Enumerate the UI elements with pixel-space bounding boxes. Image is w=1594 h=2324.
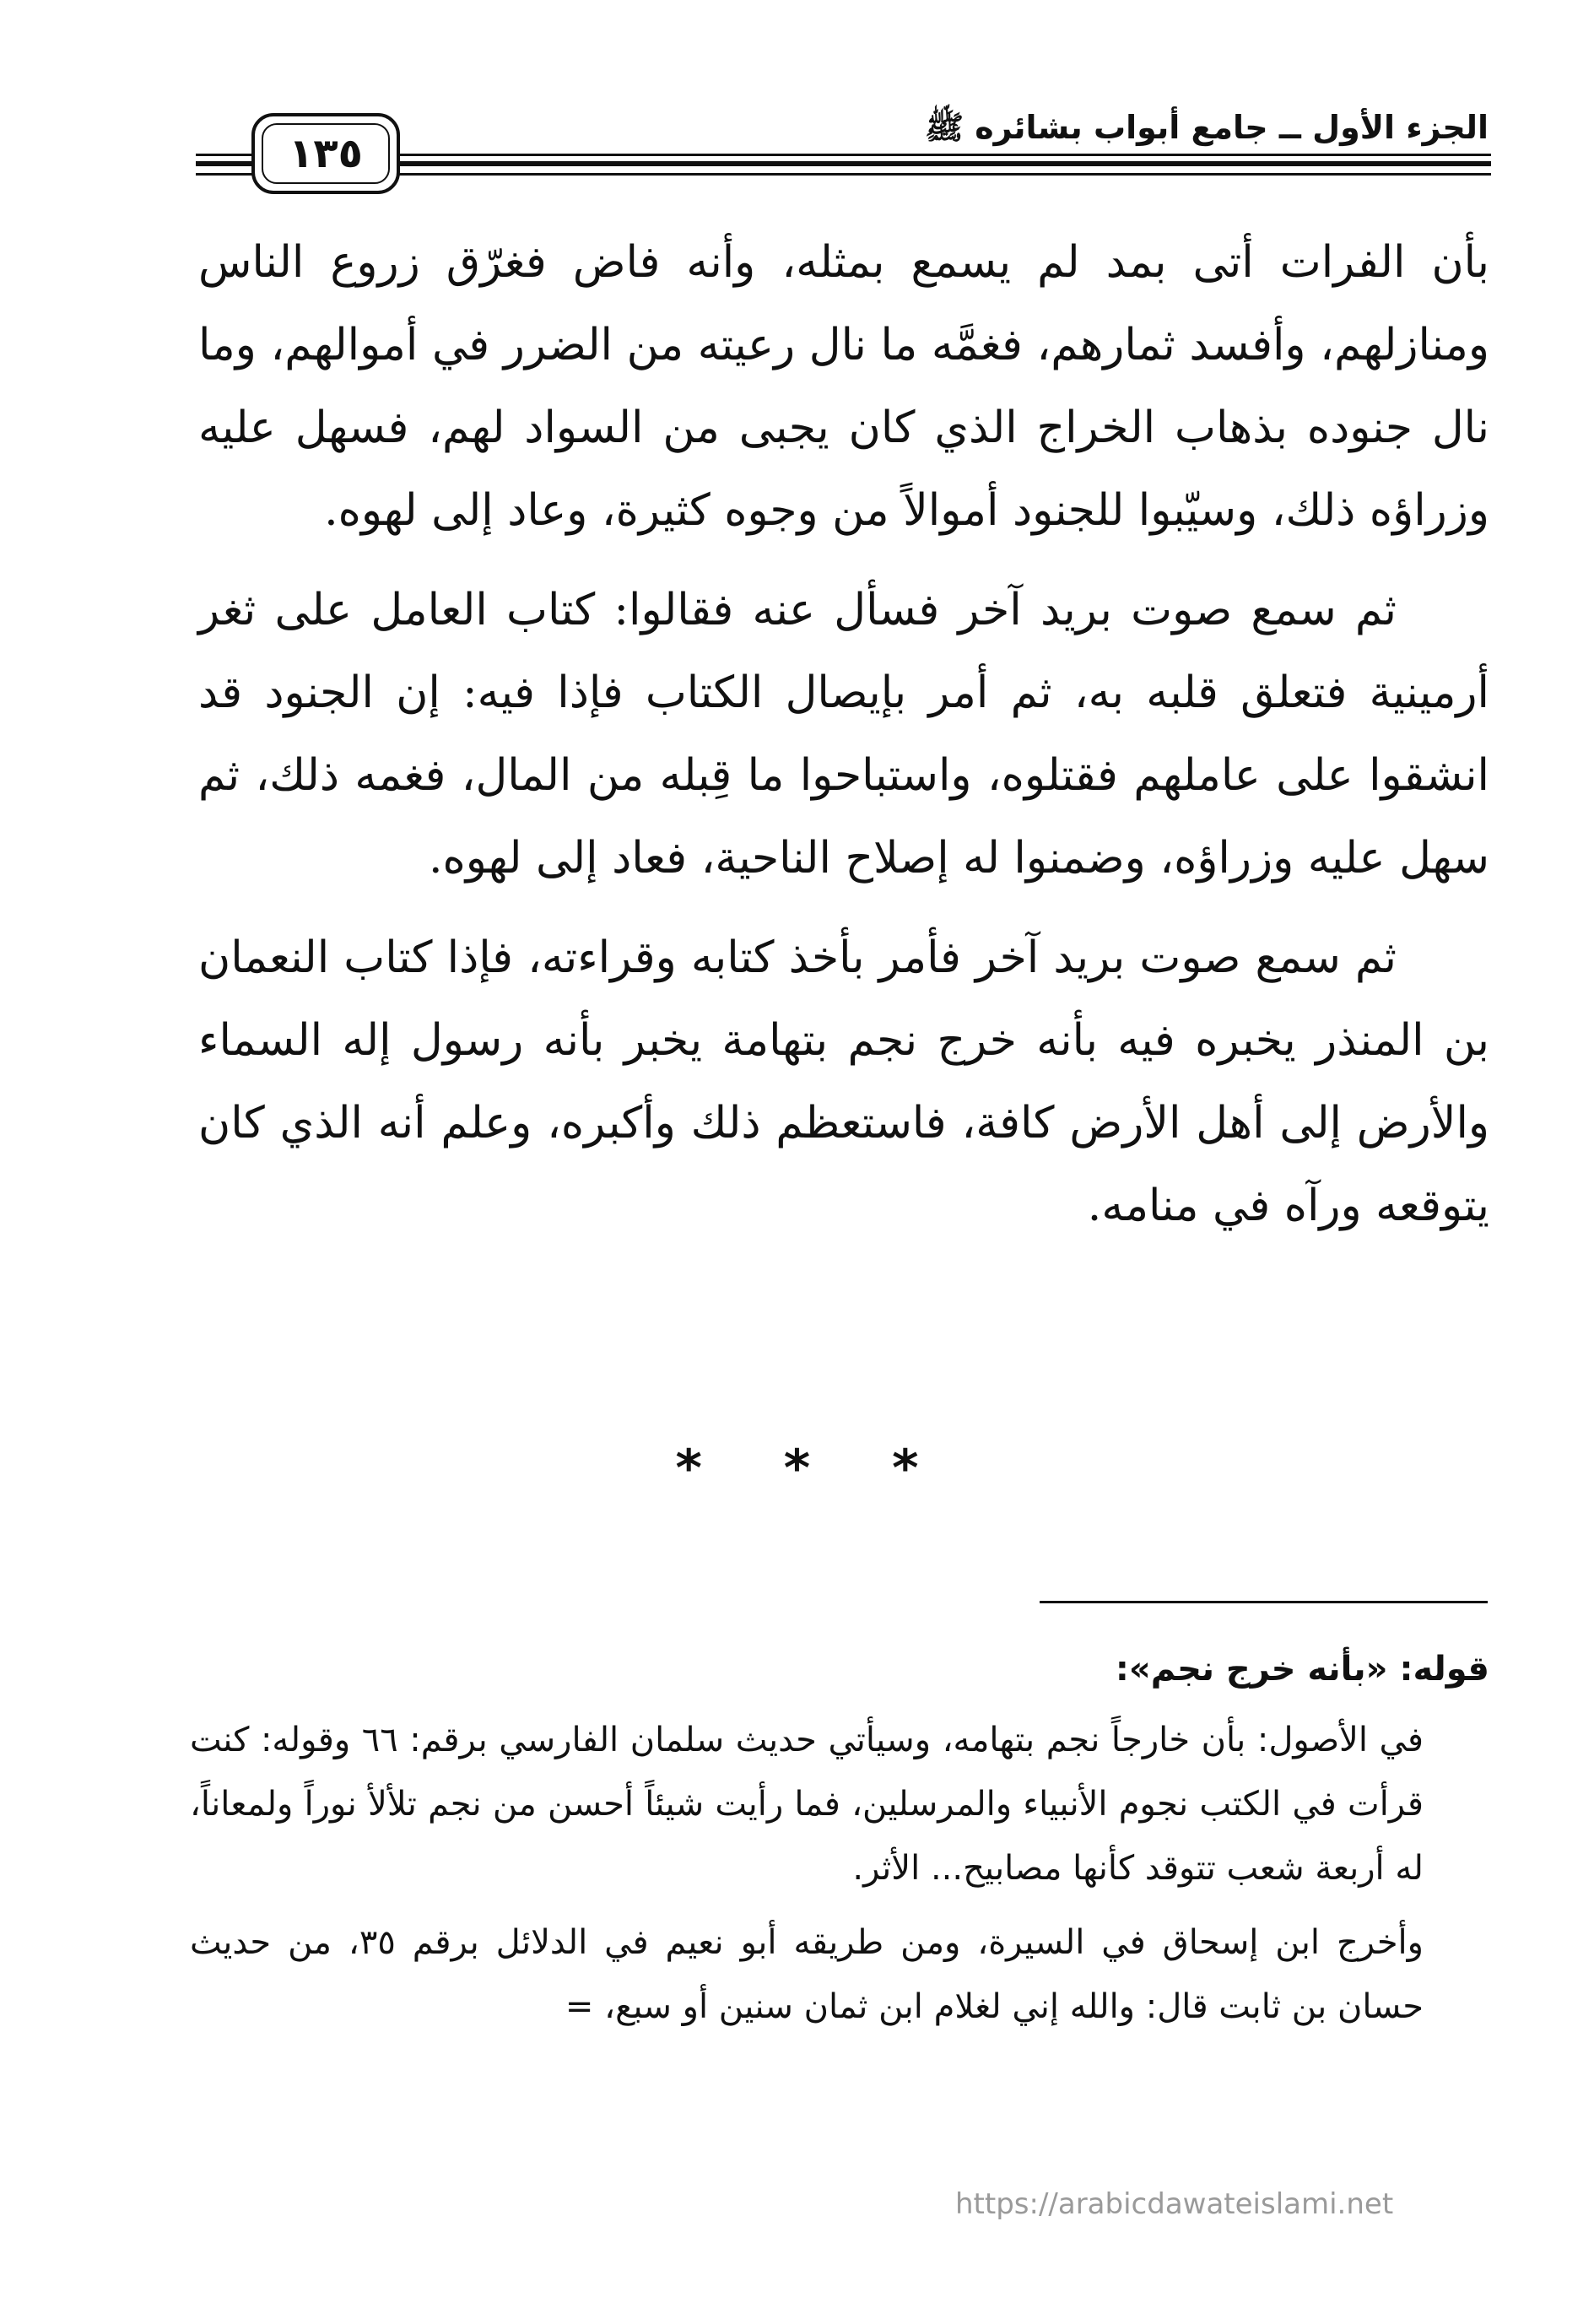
- body-paragraph: بأن الفرات أتى بمد لم يسمع بمثله، وأنه فاض فغرّق زروع الناس ومنازلهم، وأفسد ثمارهم، فغمَّه ما نال رعيته من الضرر في أموالهم، وما نال جنوده بذهاب الخراج الذي كان يجبى من السواد لهم، فسهل عليه وزراؤه ذلك، وسيّبوا للجنود أموالاً من وجوه كثيرة، وعاد إلى لهوه.: [198, 237, 1489, 536]
- footnote-divider: [1040, 1601, 1488, 1603]
- watermark-url: https://arabicdawateislami.net: [955, 2187, 1394, 2221]
- footnote-heading: قوله: «بأنه خرج نجم»:: [1115, 1650, 1489, 1689]
- running-header-title: الجزء الأول ــ جامع أبواب بشائره ﷺ: [925, 109, 1489, 146]
- page-number-frame: [251, 113, 400, 194]
- section-separator: * * *: [675, 1439, 951, 1498]
- footnote-paragraph: وأخرج ابن إسحاق في السيرة، ومن طريقه أبو نعيم في الدلائل برقم ٣٥، من حديث حسان بن ثابت قال: والله إني لغلام ابن ثمان سنين أو سبع، =: [190, 1923, 1424, 2026]
- body-paragraph: ثم سمع صوت بريد آخر فسأل عنه فقالوا: كتاب العامل على ثغر أرمينية فتعلق قلبه به، ثم أمر بإيصال الكتاب فإذا فيه: إن الجنود قد انشقوا على عاملهم فقتلوه، واستباحوا ما قِبله من المال، فغمه ذلك، ثم سهل عليه وزراؤه، وضمنوا له إصلاح الناحية، فعاد إلى لهوه.: [198, 585, 1489, 884]
- footnotes: [190, 1637, 1489, 2049]
- main-text: [198, 221, 1489, 1264]
- page-number: ١٣٥: [262, 123, 390, 184]
- body-paragraph: ثم سمع صوت بريد آخر فأمر بأخذ كتابه وقراءته، فإذا كتاب النعمان بن المنذر يخبره فيه بأنه خرج نجم بتهامة يخبر بأنه رسول إله السماء والأرض إلى أهل الأرض كافة، فاستعظم ذلك وأكبره، وعلم أنه الذي كان يتوقعه ورآه في منامه.: [198, 932, 1489, 1231]
- footnote-paragraph: في الأصول: بأن خارجاً نجم بتهامه، وسيأتي حديث سلمان الفارسي برقم: ٦٦ وقوله: كنت قرأت في الكتب نجوم الأنبياء والمرسلين، فما رأيت شيئاً أحسن من نجم تلألأ نوراً ولمعاناً، له أربعة شعب تتوقد كأنها مصابيح... الأثر.: [190, 1721, 1424, 1888]
